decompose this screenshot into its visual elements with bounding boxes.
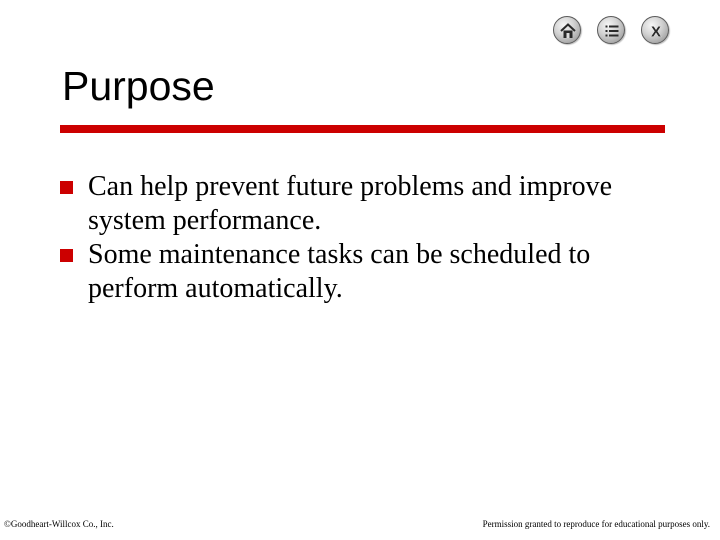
bullet-item bbox=[60, 170, 680, 238]
bullet-square-icon bbox=[60, 249, 73, 262]
exit-icon bbox=[642, 17, 670, 45]
bullet-text: Can help prevent future problems and improve system performance. bbox=[88, 171, 613, 236]
home-button[interactable] bbox=[553, 16, 581, 44]
menu-icon bbox=[598, 17, 626, 45]
copyright-notice: ©Goodheart-Willcox Co., Inc. bbox=[4, 519, 114, 529]
bullet-text: Some maintenance tasks can be scheduled to perform automatically. bbox=[88, 239, 591, 304]
slide-title: Purpose bbox=[62, 63, 215, 109]
menu-button[interactable] bbox=[597, 16, 625, 44]
bullet-square-icon bbox=[60, 181, 73, 194]
exit-button[interactable] bbox=[641, 16, 669, 44]
bullet-list bbox=[60, 170, 680, 306]
title-divider bbox=[60, 125, 665, 133]
permission-notice: Permission granted to reproduce for educational purposes only. bbox=[482, 519, 710, 529]
bullet-item bbox=[60, 238, 680, 306]
home-icon bbox=[554, 17, 582, 45]
exit-icon-label: X bbox=[650, 23, 662, 41]
navigation-buttons bbox=[553, 14, 671, 46]
